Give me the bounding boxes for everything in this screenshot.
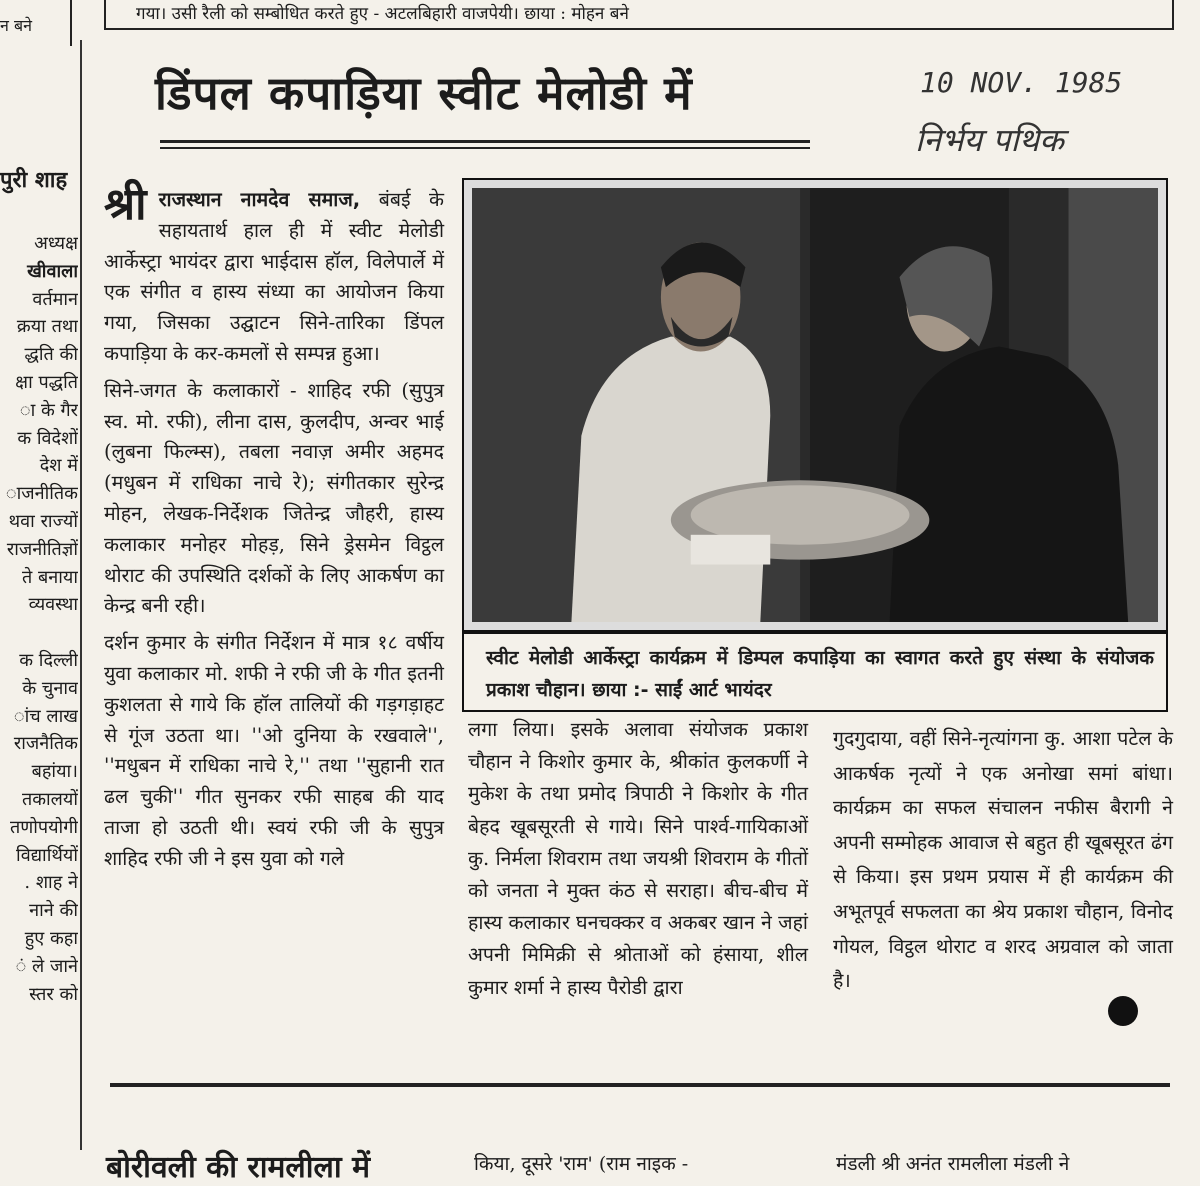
- adjacent-article-line: बहांया।: [31, 761, 78, 783]
- adjacent-article-line: वर्तमान: [32, 288, 78, 310]
- section-rule: [110, 1083, 1170, 1087]
- adjacent-article-line: राजनीतिज्ञों: [6, 538, 78, 560]
- adjacent-article-line: क्रया तथा: [16, 316, 78, 338]
- dropcap: श्री: [104, 179, 147, 230]
- adjacent-article-line: ते बनाया: [21, 566, 78, 588]
- adjacent-article-line: हुए कहा: [24, 927, 78, 949]
- adjacent-article-line: तणोपयोगी: [9, 816, 78, 838]
- adjacent-article-heading: पुरी शाह: [0, 167, 68, 193]
- article-paragraph: लगा लिया। इसके अलावा संयोजक प्रकाश चौहान ने किशोर कुमार के, श्रीकांत कुलकर्णी ने मुकेश के तथा प्रमोद त्रिपाठी ने किशोर के गीत बेहद खूबसूरती से गाये। सिने पार्श्व-गायिकाओं कु. निर्मला शिवराम तथा जयश्री शिवराम के गीतों को जनता ने मुक्त कंठ से सराहा। बीच-बीच में हास्य कलाकार घनचक्कर व अकबर खान ने जहां अपनी मिमिक्री से श्रोताओं को हंसाया, शील कुमार शर्मा ने हास्य पैरोडी द्वारा: [468, 718, 808, 999]
- news-photo: [462, 178, 1168, 632]
- adjacent-article-line: द्धति की: [24, 344, 78, 366]
- top-left-fragment: [0, 0, 72, 46]
- adjacent-article-line: क्षा पद्धति: [15, 371, 78, 393]
- next-article-text: मंडली श्री अनंत रामलीला मंडली ने: [836, 1153, 1070, 1175]
- adjacent-article-line: के चुनाव: [22, 677, 78, 699]
- adjacent-article-line: राजनैतिक: [13, 733, 78, 755]
- article-paragraph: गुदगुदाया, वहीं सिने-नृत्यांगना कु. आशा पटेल के आकर्षक नृत्यों ने एक अनोखा समां बांधा। कार्यक्रम का सफल संचालन नफीस बैरागी ने अपनी सम्मोहक आवाज से बहुत ही खूबसूरत ढंग से किया। इस प्रथम प्रयास में ही कार्यक्रम की अभूतपूर्व सफलता का श्रेय प्रकाश चौहान, विनोद गोयल, विट्ठल थोराट व शरद अग्रवाल को जाता है।: [833, 727, 1173, 993]
- adjacent-article-line: ाजनीतिक: [5, 483, 78, 505]
- article-column-1: [104, 179, 444, 881]
- headline-rule: [160, 140, 810, 143]
- adjacent-article-line: ं ले जाने: [15, 955, 78, 977]
- adjacent-article-fragment: [0, 160, 78, 1008]
- article-headline: डिंपल कपाड़िया स्वीट मेलोडी में: [155, 66, 693, 120]
- column-divider: [80, 40, 82, 1150]
- adjacent-article-line: [0, 619, 78, 647]
- handwritten-newspaper-name: निर्भय पथिक: [915, 121, 1064, 159]
- photo-caption: स्वीट मेलोडी आर्केस्ट्रा कार्यक्रम में डिम्पल कपाड़िया का स्वागत करते हुए संस्था के संयोजक प्रकाश चौहान। छाया :- साईं आर्ट भायंदर: [462, 632, 1168, 712]
- adjacent-article-line: क दिल्ली: [19, 649, 78, 671]
- adjacent-article-line: थवा राज्यों: [8, 510, 78, 532]
- adjacent-article-line: नाने की: [29, 900, 78, 922]
- adjacent-article-line: तकालयों: [21, 788, 78, 810]
- previous-photo-caption: गया। उसी रैली को सम्बोधित करते हुए - अटलबिहारी वाजपेयी। छाया : मोहन बने: [104, 0, 1174, 30]
- ink-mark: [1108, 996, 1138, 1026]
- article-paragraph: दर्शन कुमार के संगीत निर्देशन में मात्र १८ वर्षीय युवा कलाकार मो. शफी ने रफी जी के गीत इतनी कुशलता से गाये कि हॉल तालियों की गड़गड़ाहट से गूंज उठता था। ''ओ दुनिया के रखवाले'', ''मधुबन में राधिका नाचे रे,'' तथा ''सुहानी रात ढल चुकी'' गीत सुनकर रफी साहब की याद ताजा हो उठती थी। स्वयं रफी जी के सुपुत्र शाहिद रफी जी ने इस युवा को गले: [104, 631, 444, 870]
- adjacent-article-line: अध्यक्ष: [34, 233, 78, 254]
- next-article-headline: बोरीवली की रामलीला में: [106, 1150, 371, 1185]
- adjacent-article-line: . शाह ने: [24, 872, 78, 894]
- next-article-text: किया, दूसरे 'राम' (राम नाइक -: [474, 1153, 689, 1175]
- adjacent-article-line: क विदेशों: [17, 427, 78, 449]
- article-column-3: [833, 722, 1173, 999]
- adjacent-article-lines: [0, 230, 78, 1008]
- article-column-2: [468, 714, 808, 1004]
- adjacent-article-line: विद्यार्थियों: [16, 844, 78, 866]
- headline-rule: [160, 147, 810, 149]
- handwritten-date: 10 NOV. 1985: [920, 66, 1123, 99]
- photo-image: [472, 188, 1158, 622]
- article-lead-paragraph: [104, 179, 444, 370]
- article-paragraph: बंबई के सहायतार्थ हाल ही में स्वीट मेलोडी आर्केस्ट्रा भायंदर द्वारा भाईदास हॉल, विलेपार्ले में एक संगीत व हास्य संध्या का आयोजन किया गया, जिसका उद्घाटन सिने-तारिका डिंपल कपाड़िया के कर-कमलों से सम्पन्न हुआ।: [104, 188, 444, 365]
- top-left-fragment-line: न बने: [0, 16, 32, 35]
- adjacent-article-line: ांच लाख: [13, 705, 78, 727]
- adjacent-article-line: देश में: [39, 455, 78, 477]
- adjacent-article-line: स्तर को: [29, 983, 78, 1005]
- adjacent-article-line: ा के गैर: [19, 399, 78, 421]
- article-paragraph: सिने-जगत के कलाकारों - शाहिद रफी (सुपुत्र स्व. मो. रफी), लीना दास, कुलदीप, अन्वर भाई (लुबना फिल्म्स), तबला नवाज़ अमीर अहमद (मधुबन में राधिका नाचे रे); संगीतकार सुरेन्द्र मोहन, लेखक-निर्देशक जितेन्द्र जौहरी, हास्य कलाकार मनोहर मोहड़, सिने ड्रेसमेन विट्ठल थोराट की उपस्थिति दर्शकों के लिए आकर्षण का केन्द्र बनी रही।: [104, 378, 444, 618]
- lead-organization: राजस्थान नामदेव समाज,: [158, 188, 361, 211]
- adjacent-article-line: खीवाला: [27, 260, 78, 282]
- adjacent-article-line: व्यवस्था: [28, 594, 78, 616]
